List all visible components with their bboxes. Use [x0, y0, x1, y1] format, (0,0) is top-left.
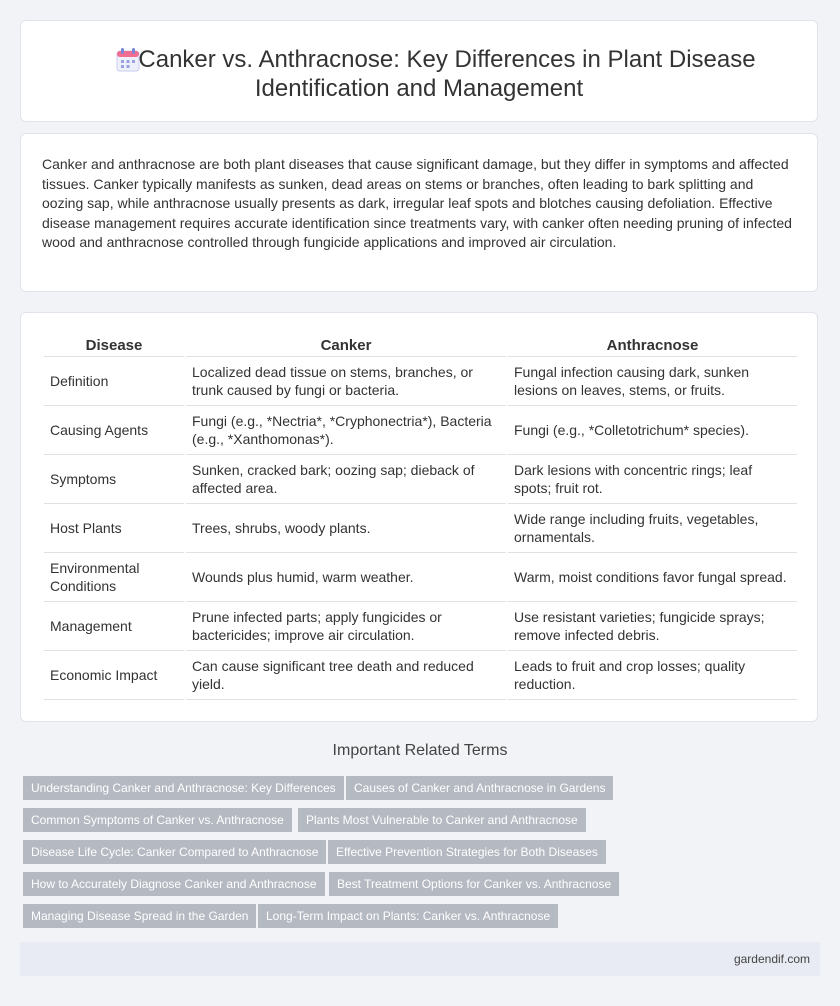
footer-site-link[interactable]: gardendif.com [733, 952, 810, 966]
page-title-line2: Identification and Management [254, 75, 584, 102]
row-label: Symptoms [44, 455, 184, 504]
anthracnose-cell: Wide range including fruits, vegetables, ornamentals. [508, 504, 797, 553]
header-canker: Canker [186, 335, 506, 357]
anthracnose-cell: Leads to fruit and crop losses; quality reduction. [508, 651, 797, 700]
canker-cell: Fungi (e.g., *Nectria*, *Cryphonectria*), Bacteria (e.g., *Xanthomonas*). [186, 406, 506, 455]
table-row [44, 602, 797, 651]
row-label: Definition [44, 357, 184, 406]
related-tag-link[interactable]: Effective Prevention Strategies for Both Diseases [328, 840, 606, 864]
related-tag-link[interactable]: Understanding Canker and Anthracnose: Key Differences [23, 776, 344, 800]
related-tag-link[interactable]: Managing Disease Spread in the Garden [23, 904, 256, 928]
anthracnose-cell: Fungal infection causing dark, sunken lesions on leaves, stems, or fruits. [508, 357, 797, 406]
canker-cell: Localized dead tissue on stems, branches, or trunk caused by fungi or bacteria. [186, 357, 506, 406]
footer [20, 942, 820, 976]
table-header-row [44, 335, 797, 357]
canker-cell: Wounds plus humid, warm weather. [186, 553, 506, 602]
row-label: Management [44, 602, 184, 651]
table-row [44, 553, 797, 602]
related-terms-title: Important Related Terms [332, 742, 508, 759]
canker-cell: Trees, shrubs, woody plants. [186, 504, 506, 553]
header-disease: Disease [44, 335, 184, 357]
anthracnose-cell: Fungi (e.g., *Colletotrichum* species). [508, 406, 797, 455]
canker-cell: Sunken, cracked bark; oozing sap; dieback of affected area. [186, 455, 506, 504]
row-label: Host Plants [44, 504, 184, 553]
related-tag-link[interactable]: Plants Most Vulnerable to Canker and Anthracnose [298, 808, 586, 832]
related-tag-link[interactable]: Common Symptoms of Canker vs. Anthracnose [23, 808, 292, 832]
row-label: Causing Agents [44, 406, 184, 455]
table-row [44, 455, 797, 504]
intro-card [20, 133, 818, 292]
page-title [21, 45, 817, 103]
related-tag-link[interactable]: Disease Life Cycle: Canker Compared to Anthracnose [23, 840, 326, 864]
related-tag-link[interactable]: Best Treatment Options for Canker vs. Anthracnose [329, 872, 619, 896]
table-row [44, 406, 797, 455]
comparison-table-card [20, 312, 818, 722]
header-anthracnose: Anthracnose [508, 335, 797, 357]
header-card [20, 20, 818, 122]
canker-cell: Can cause significant tree death and reduced yield. [186, 651, 506, 700]
table-row [44, 357, 797, 406]
anthracnose-cell: Warm, moist conditions favor fungal spread. [508, 553, 797, 602]
row-label: Economic Impact [44, 651, 184, 700]
page-title-line1: Canker vs. Anthracnose: Key Differences in Plant Disease [138, 46, 756, 73]
canker-cell: Prune infected parts; apply fungicides or bactericides; improve air circulation. [186, 602, 506, 651]
table-row [44, 651, 797, 700]
table-row [44, 504, 797, 553]
intro-paragraph: Canker and anthracnose are both plant diseases that cause significant damage, but they differ in symptoms and affected tissues. Canker typically manifests as sunken, dead areas on stems or branches, often leading to bark splitting and oozing sap, while anthracnose usually presents as dark, irregular leaf spots and blotches causing defoliation. Effective disease management requires accurate identification since treatments vary, with canker often needing pruning of infected wood and anthracnose controlled through fungicide applications and improved air circulation. [42, 156, 792, 250]
related-tag-link[interactable]: How to Accurately Diagnose Canker and Anthracnose [23, 872, 325, 896]
anthracnose-cell: Dark lesions with concentric rings; leaf spots; fruit rot. [508, 455, 797, 504]
related-tag-link[interactable]: Long-Term Impact on Plants: Canker vs. Anthracnose [258, 904, 558, 928]
comparison-table [42, 335, 799, 700]
row-label: Environmental Conditions [44, 553, 184, 602]
related-tag-link[interactable]: Causes of Canker and Anthracnose in Gardens [346, 776, 613, 800]
anthracnose-cell: Use resistant varieties; fungicide sprays; remove infected debris. [508, 602, 797, 651]
